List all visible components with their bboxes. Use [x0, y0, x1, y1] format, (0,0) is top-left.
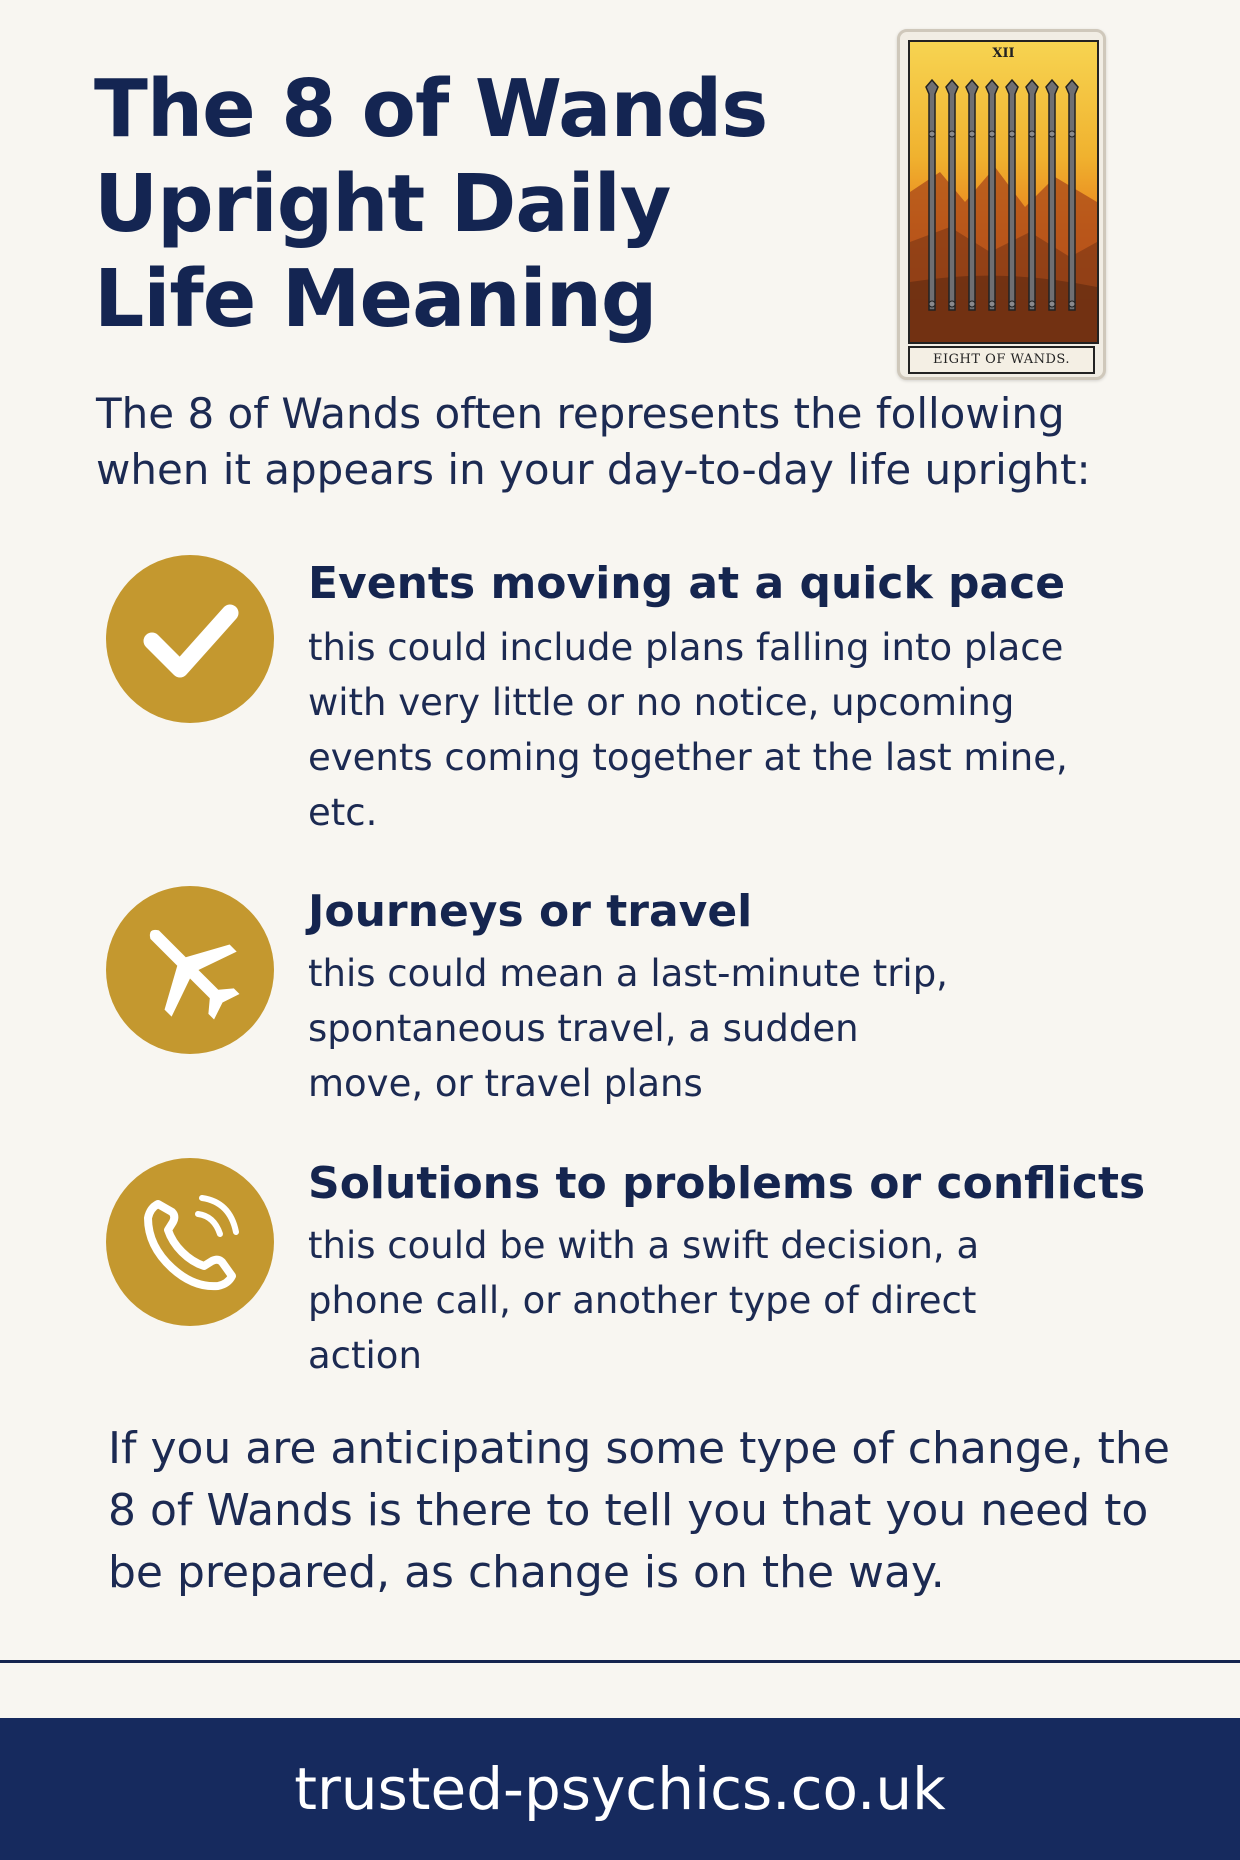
wands-illustration: [910, 42, 1097, 342]
item-description: this could include plans falling into place with very little or no notice, upcoming events coming together at the last mine, etc.: [308, 626, 1068, 834]
item-heading: Events moving at a quick pace: [308, 558, 1066, 609]
item-heading: Journeys or travel: [308, 886, 753, 937]
intro-text: The 8 of Wands often represents the following when it appears in your day-to-day life upright:: [96, 389, 1091, 494]
closing-text: If you are anticipating some type of change, the 8 of Wands is there to tell you that you need to be prepared, as change is on the way.: [108, 1423, 1170, 1598]
card-name: EIGHT OF WANDS.: [908, 346, 1095, 374]
divider: [0, 1660, 1240, 1663]
checkmark-icon: [106, 555, 274, 723]
phone-icon: [106, 1158, 274, 1326]
card-numeral: XII: [992, 46, 1015, 61]
item-heading: Solutions to problems or conflicts: [308, 1158, 1146, 1209]
item-description: this could mean a last-minute trip, spontaneous travel, a sudden move, or travel plans: [308, 952, 948, 1105]
page-title: The 8 of Wands Upright Daily Life Meaning: [94, 63, 768, 345]
footer-site-url: trusted-psychics.co.uk: [0, 1718, 1240, 1860]
item-description: this could be with a swift decision, a phone call, or another type of direct action: [308, 1224, 980, 1377]
card-artwork: [908, 40, 1099, 344]
airplane-icon: [106, 886, 274, 1054]
tarot-card-image: [897, 29, 1106, 380]
